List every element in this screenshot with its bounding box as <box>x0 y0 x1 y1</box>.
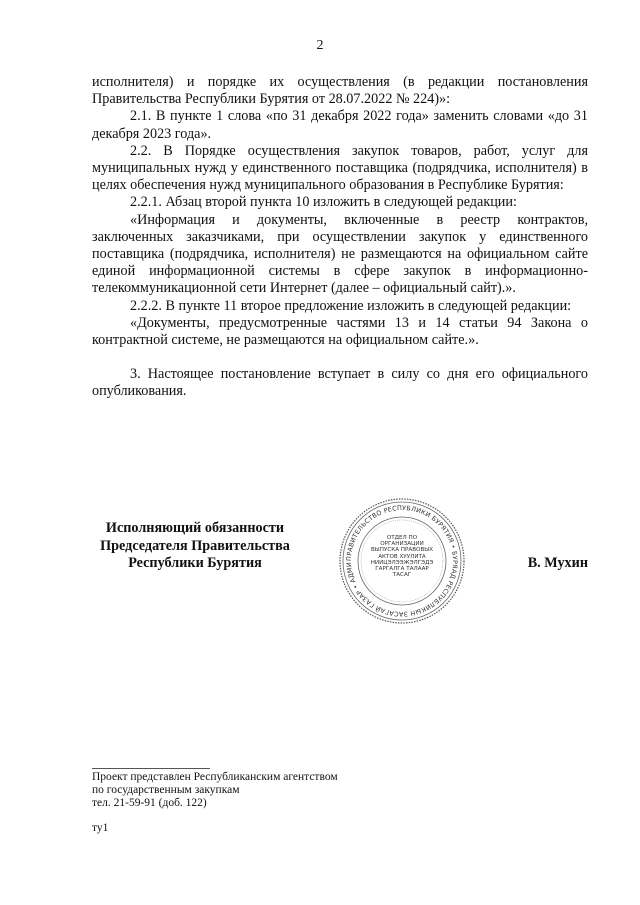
paragraph-2-2-2: 2.2.2. В пункте 11 второе предложение изложить в следующей редакции: <box>130 297 572 314</box>
official-seal-stamp <box>336 495 468 627</box>
document-body <box>92 74 588 401</box>
signatory-title <box>80 520 310 573</box>
seal-center-text: ОТДЕЛ ПО ОРГАНИЗАЦИИ ВЫПУСКА ПРАВОВЫХ АКТОВ ХУУЛИТА НИИЦЭЛЭЭЖЭЛГЭДЭ ГАРГАЛГА ТАЛААР ТАСАГ <box>370 535 434 579</box>
footnote-line-3: тел. 21-59-91 (доб. 122) <box>92 797 207 809</box>
footnote <box>92 771 338 810</box>
document-code: ту1 <box>92 822 109 834</box>
seal-icon <box>336 495 468 627</box>
paragraph-3: 3. Настоящее постановление вступает в силу со дня его официального опубликования. <box>92 366 588 400</box>
paragraph-continuation: исполнителя) и порядке их осуществления (в редакции постановления Правительства Республики Бурятия от 28.07.2022 № 224)»: <box>92 74 588 108</box>
signatory-title-line-3: Республики Бурятия <box>128 555 262 571</box>
signatory-title-line-2: Председателя Правительства <box>100 537 290 554</box>
seal-ring-text: ПРАВИТЕЛЬСТВО РЕСПУБЛИКИ БУРЯТИЯ • БУРЯАД РЕСПУБЛИКЫН ЗАСАГАЙ ГАЗАР • АДМИ <box>344 503 460 619</box>
page-number: 2 <box>316 38 324 53</box>
paragraph-2-2-1: 2.2.1. Абзац второй пункта 10 изложить в следующей редакции: <box>130 194 517 211</box>
signatory-title-line-1: Исполняющий обязанности <box>105 520 285 536</box>
paragraph-2-2: 2.2. В Порядке осуществления закупок товаров, работ, услуг для муниципальных нужд у единственного поставщика (подрядчика, исполнителя) в целях обеспечения нужд муниципального образования в Республике Бурятия: <box>92 142 588 194</box>
footnote-line-2: по государственным закупкам <box>92 784 240 796</box>
footnote-line-1: Проект представлен Республиканским агентством <box>92 771 338 783</box>
footnote-divider <box>92 768 210 769</box>
signatory-name: В. Мухин <box>527 555 588 571</box>
paragraph-2-1: 2.1. В пункте 1 слова «по 31 декабря 2022 года» заменить словами «до 31 декабря 2023 года». <box>92 108 588 142</box>
paragraph-quote-1: «Информация и документы, включенные в реестр контрактов, заключенных заказчиками, при осуществлении закупок у единственного поставщика (подрядчика, исполнителя) не размещаются на официальном сайте единой информационной системы в сфере закупок в информационно-телекоммуникационной сети Интернет (далее – официальный сайт).». <box>92 211 588 297</box>
paragraph-quote-2: «Документы, предусмотренные частями 13 и 14 статьи 94 Закона о контрактной системе, не размещаются на официальном сайте.». <box>92 314 588 349</box>
